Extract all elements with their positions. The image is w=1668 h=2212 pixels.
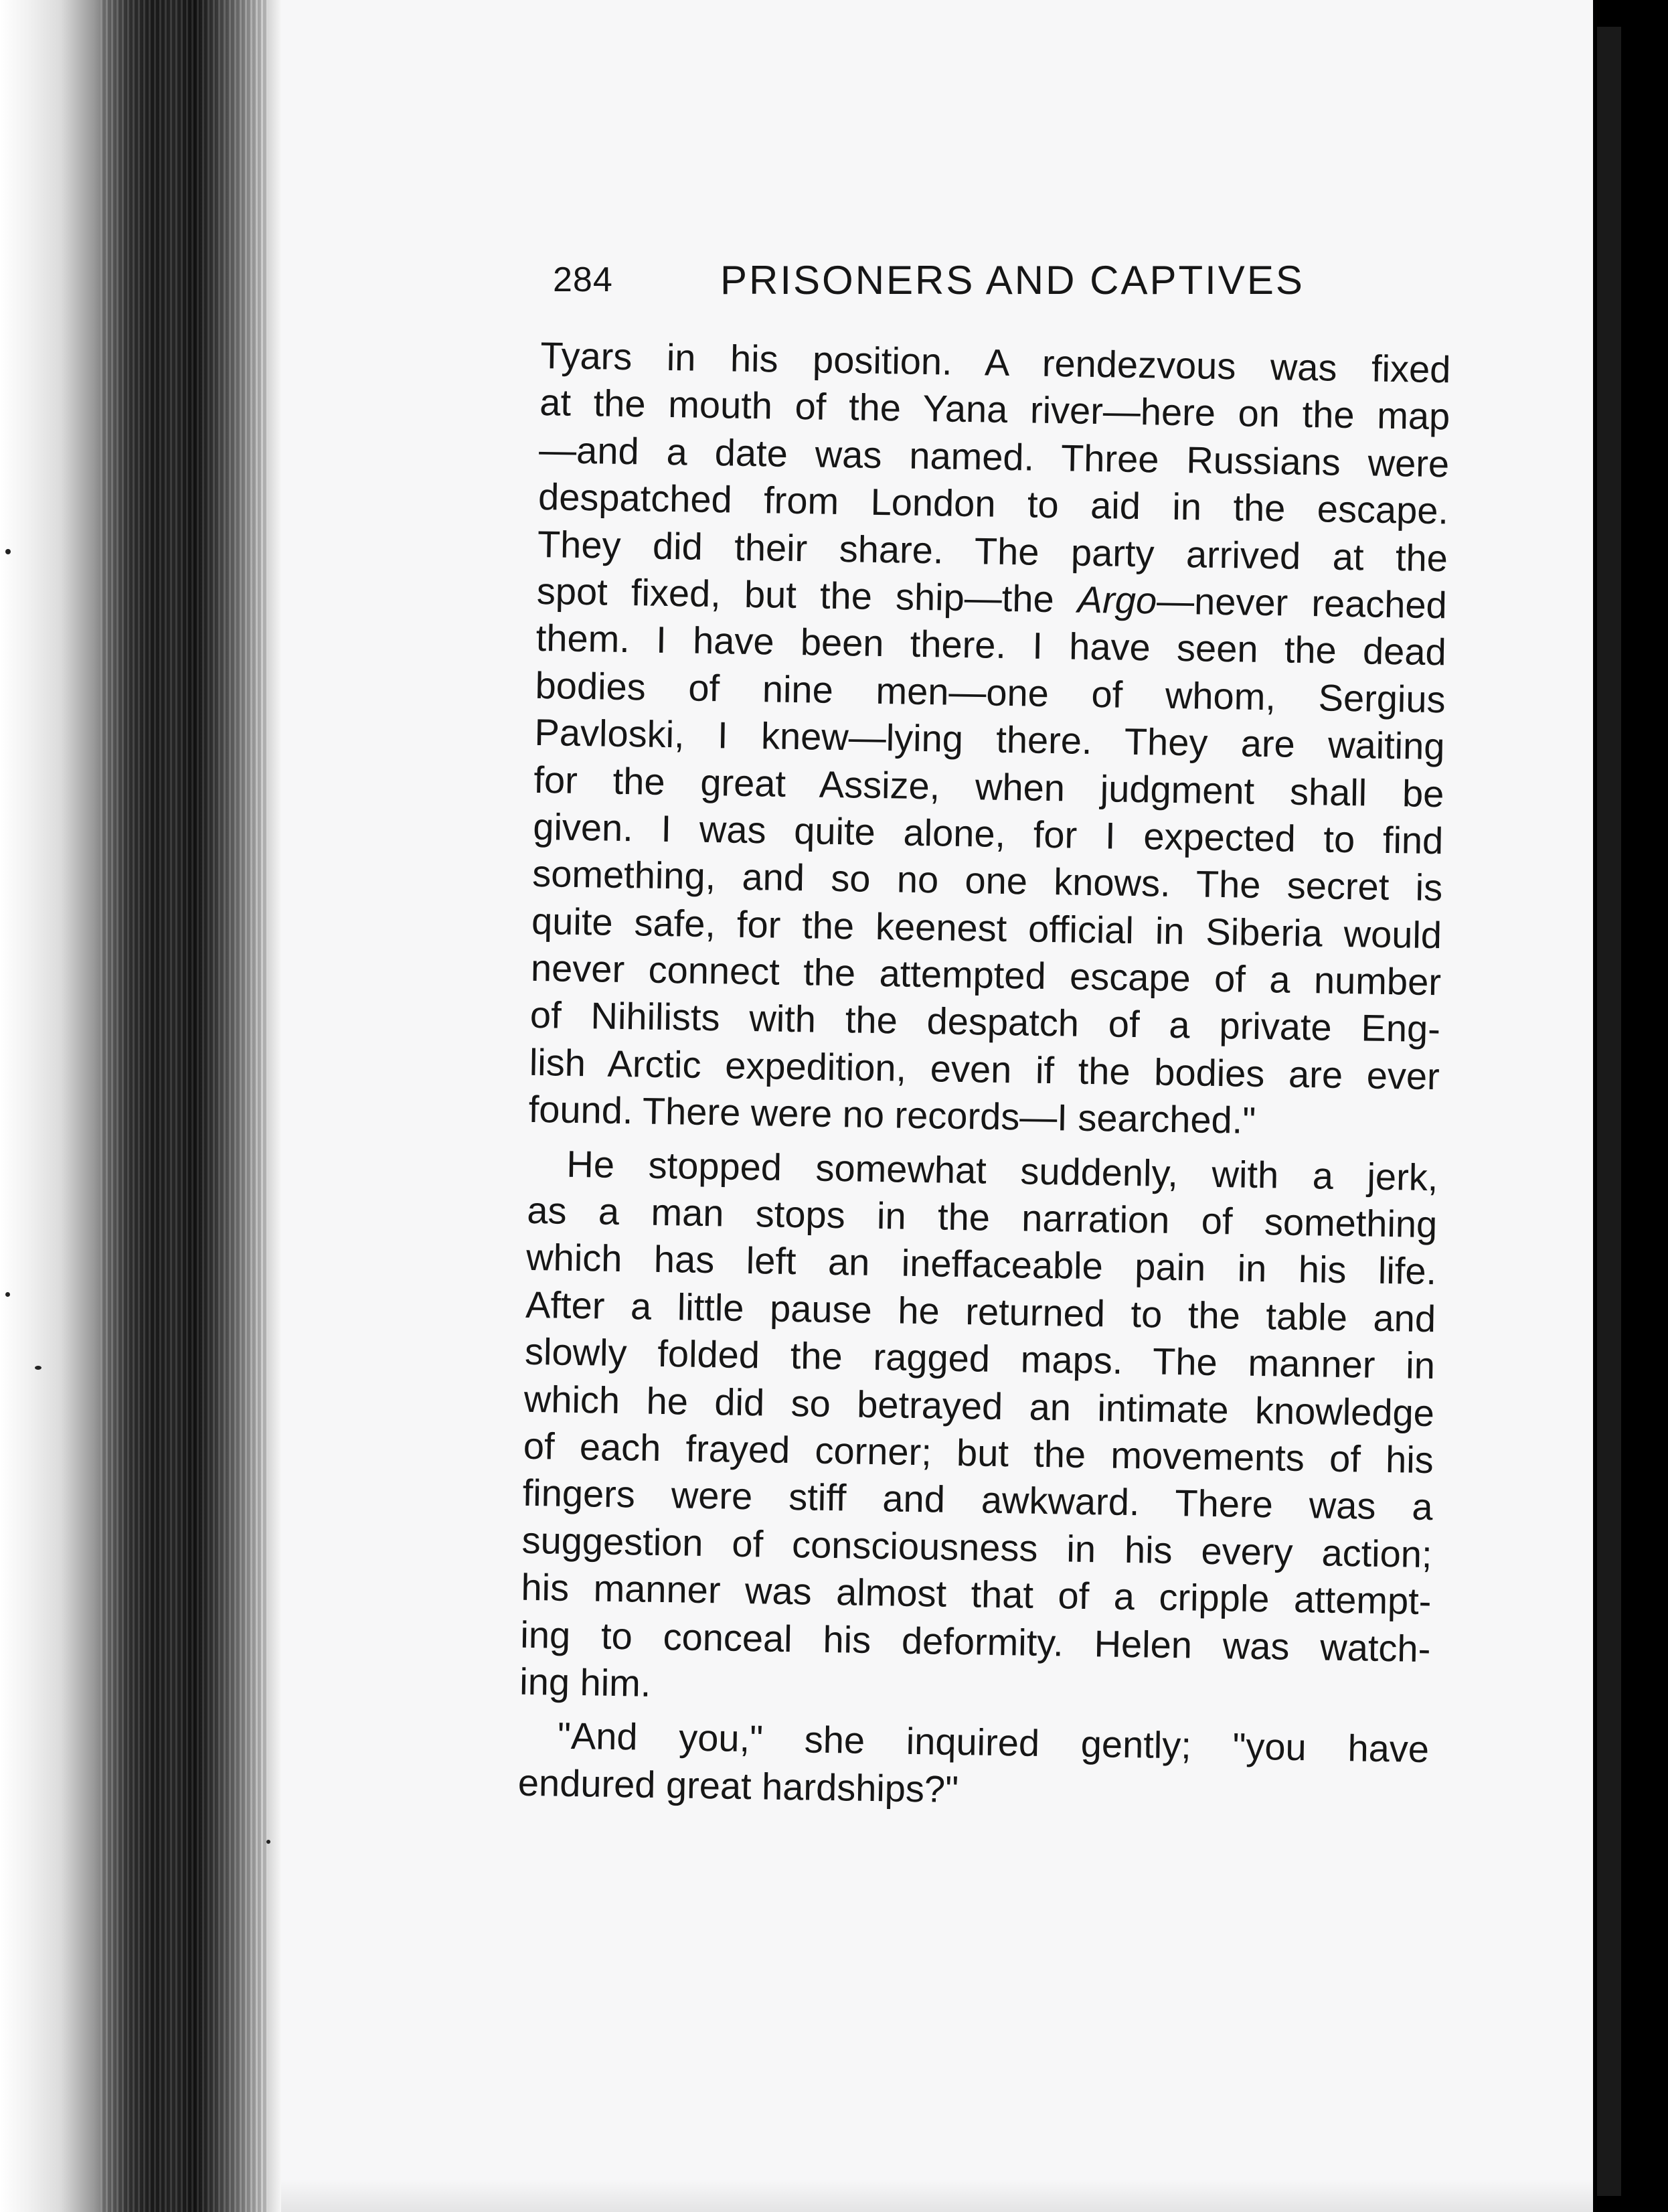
page-edges-texture bbox=[100, 0, 268, 2212]
text-line: They did their share. The party arrived at the bbox=[537, 522, 1448, 579]
text-line: ing to conceal his deformity. Helen was watch- bbox=[519, 1613, 1431, 1670]
text-fragment: spot fixed, but the ship—the bbox=[536, 569, 1078, 621]
paragraph bbox=[519, 1139, 1438, 1719]
text-line: fingers were stiff and awkward. There was a bbox=[522, 1472, 1434, 1528]
text-line: his manner was almost that of a cripple attempt- bbox=[521, 1565, 1432, 1623]
scan-speck bbox=[266, 1840, 270, 1844]
text-line: Tyars in his position. A rendezvous was fixed bbox=[539, 333, 1451, 391]
text-fragment: —never reached bbox=[1156, 579, 1448, 627]
scan-speck bbox=[5, 549, 11, 554]
text-line: ing him. bbox=[519, 1660, 651, 1705]
page-number: 284 bbox=[553, 260, 613, 299]
text-line: "And you," she inquired gently; "you have bbox=[557, 1714, 1430, 1771]
scan-speck bbox=[5, 1292, 10, 1297]
text-line: bodies of nine men—one of whom, Sergius bbox=[535, 663, 1446, 721]
text-line: of Nihilists with the despatch of a private Eng- bbox=[529, 994, 1441, 1050]
text-line: which he did so betrayed an intimate knowledge bbox=[523, 1377, 1435, 1434]
text-line: quite safe, for the keenest official in Siberia would bbox=[531, 899, 1442, 956]
right-page-edge-inner bbox=[1597, 27, 1621, 2196]
text-line: for the great Assize, when judgment shall be bbox=[533, 758, 1444, 815]
text-line: them. I have been there. I have seen the dead bbox=[535, 617, 1447, 674]
text-line: something, and so no one knows. The secret is bbox=[531, 852, 1443, 909]
text-line: never connect the attempted escape of a number bbox=[530, 946, 1442, 1004]
text-line: —and a date was named. Three Russians were bbox=[538, 428, 1450, 485]
text-line: slowly folded the ragged maps. The manner in bbox=[524, 1330, 1436, 1387]
body-text bbox=[517, 332, 1450, 1820]
text-line: at the mouth of the Yana river—here on the map bbox=[539, 381, 1450, 438]
text-line: He stopped somewhat suddenly, with a jerk, bbox=[566, 1142, 1438, 1198]
text-line: endured great hardships?" bbox=[517, 1761, 959, 1810]
paragraph bbox=[517, 1712, 1429, 1820]
text-line: suggestion of consciousness in his every action; bbox=[521, 1518, 1432, 1575]
ship-name: Argo bbox=[1077, 578, 1157, 622]
text-line: found. There were no records—I searched." bbox=[528, 1088, 1256, 1142]
text-line: of each frayed corner; but the movements of his bbox=[523, 1424, 1434, 1482]
text-line: as a man stops in the narration of something bbox=[526, 1188, 1438, 1246]
text-line: After a little pause he returned to the table and bbox=[525, 1283, 1436, 1340]
text-line: given. I was quite alone, for I expected to find bbox=[532, 805, 1444, 862]
running-title: PRISONERS AND CAPTIVES bbox=[720, 258, 1305, 303]
text-line: despatched from London to aid in the escape. bbox=[537, 475, 1449, 532]
text-line: lish Arctic expedition, even if the bodies are ever bbox=[529, 1040, 1440, 1098]
page-bottom-shade bbox=[281, 2179, 1593, 2212]
text-line: Pavloski, I knew—lying there. They are waiting bbox=[534, 711, 1445, 768]
text-line: which has left an ineffaceable pain in his life. bbox=[525, 1236, 1437, 1293]
paragraph bbox=[528, 332, 1451, 1148]
scan-speck bbox=[35, 1366, 41, 1370]
running-header bbox=[553, 253, 1303, 313]
